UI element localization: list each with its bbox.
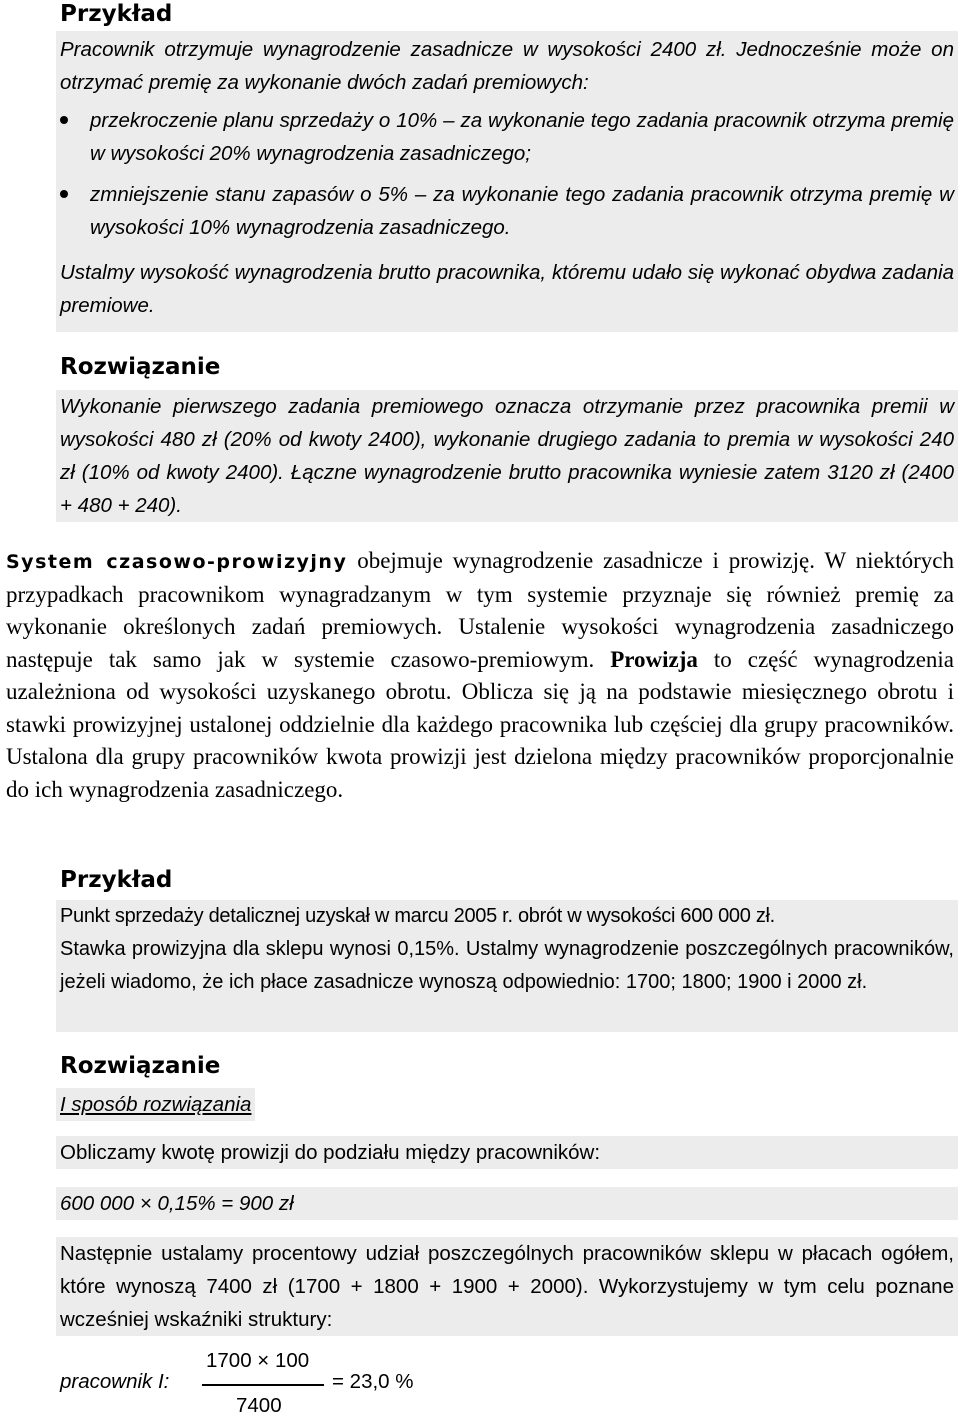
bullet-text: zmniejszenie stanu zapasów o 5% – za wykonanie tego zadania pracownik otrzyma premię w wysokości 10% wynagrodzenia zasadniczego. [90,183,954,239]
example-intro: Pracownik otrzymuje wynagrodzenie zasadnicze w wysokości 2400 zł. Jednocześnie może on otrzymać premię za wykonanie dwóch zadań premiowych: [60,38,954,94]
example-box [56,31,958,332]
formula-denominator: 7400 [236,1394,282,1417]
bullet-item [60,104,954,170]
example-text-line1: Punkt sprzedaży detalicznej uzyskał w marcu 2005 r. obrót w wysokości 600 000 zł. [60,905,775,927]
solution-heading: Rozwiązanie [60,354,221,380]
structure-box [56,1237,958,1336]
calculation [56,1187,958,1220]
example-box [56,900,958,1032]
term-system: System czasowo-prowizyjny [6,551,348,573]
method-label [56,1088,255,1121]
method-text: I sposób rozwiązania [60,1093,252,1116]
example-bullet-list [60,104,954,244]
formula-label: pracownik I: [60,1370,170,1393]
term-prowizja: Prowizja [610,646,698,672]
formula-numerator: 1700 × 100 [206,1349,310,1372]
main-paragraph [6,545,954,806]
solution-heading: Rozwiązanie [60,1053,221,1079]
solution-box [56,390,958,522]
example-text: Stawka prowizyjna dla sklepu wynosi 0,15%. Ustalmy wynagrodzenie poszczególnych pracowników, jeżeli wiadomo, że ich płace zasadnicze wynoszą odpowiednio: 1700; 1800; 1900 i 2000 zł. [60,938,954,993]
example-question: Ustalmy wysokość wynagrodzenia brutto pracownika, któremu udało się wykonać obydwa zadania premiowe. [60,261,954,317]
fraction-bar [202,1384,324,1386]
example-heading: Przykład [60,867,173,893]
structure-text: Następnie ustalamy procentowy udział poszczególnych pracowników sklepu w płacach ogółem, które wynoszą 7400 zł (1700 + 1800 + 1900 + 2000). Wykorzystujemy w tym celu poznane wcześniej wskaźniki struktury: [60,1242,954,1331]
step-text-content: Obliczamy kwotę prowizji do podziału między pracowników: [60,1141,601,1164]
main-text-part2: to część wynagrodzenia uzależniona od wysokości uzyskanego obrotu. Oblicza się ją na podstawie miesięcznego obrotu i stawki prowizyjnej ustalonej oddzielnie dla każdego pracownika lub częściej dla grupy pracowników. Ustalona dla grupy pracowników kwota prowizji jest dzielona między pracowników proporcjonalnie do ich wynagrodzenia zasadniczego. [6,646,955,802]
example-heading: Przykład [60,1,173,27]
calculation-text: 600 000 × 0,15% = 900 zł [60,1192,294,1215]
bullet-item [60,178,954,244]
solution-text: Wykonanie pierwszego zadania premiowego oznacza otrzymanie przez pracownika premii w wysokości 480 zł (20% od kwoty 2400), wykonanie drugiego zadania to premia w wysokości 240 zł (10% od kwoty 2400). Łączne wynagrodzenie brutto pracownika wyniesie zatem 3120 zł (2400 + 480 + 240). [60,395,954,517]
formula-result: = 23,0 % [332,1370,414,1393]
main-text-part1: obejmuje wynagrodzenie zasadnicze i prowizję. W niektórych przypadkach pracownikom wynagradzanym w tym systemie przyznaje się również premię za wykonanie określonych zadań premiowych. Ustalenie wysokości wynagrodzenia zasadniczego następuje tak samo jak w systemie czasowo-premiowym. [6,548,954,672]
step-text [56,1136,958,1169]
bullet-text: przekroczenie planu sprzedaży o 10% – za wykonanie tego zadania pracownik otrzyma premię w wysokości 20% wynagrodzenia zasadniczego; [90,109,954,165]
